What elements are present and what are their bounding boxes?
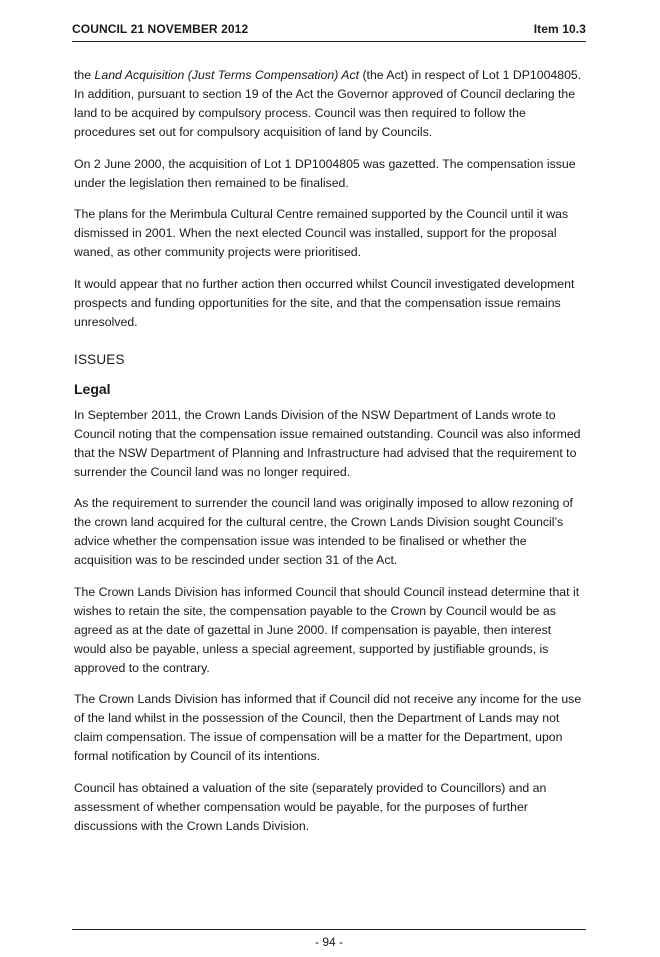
document-body (74, 66, 586, 848)
issues-heading: ISSUES (74, 351, 125, 367)
paragraph-unresolved: It would appear that no further action then occurred whilst Council investigated development prospects and funding opportunities for the site, and that the compensation issue remains unresolved. (74, 276, 575, 329)
legal-heading: Legal (74, 380, 111, 397)
paragraph-gazettal: On 2 June 2000, the acquisition of Lot 1 DP1004805 was gazetted. The compensation issue under the legislation then remained to be finalised. (74, 156, 576, 190)
paragraph-act-reference (74, 66, 586, 142)
header-divider (72, 41, 586, 42)
page-number: - 94 - (314, 935, 343, 949)
paragraph-text: the (74, 68, 95, 82)
page-header (72, 22, 586, 36)
paragraph-compensation-terms: The Crown Lands Division has informed Council that should Council instead determine that it wishes to retain the site, the compensation payable to the Crown by Council would be as agreed as at the date of gazettal in June 2000. If compensation is payable, then interest would also be payable, unless a special agreement, supported by justifiable grounds, is approved to the contrary. (74, 584, 580, 675)
item-number: Item 10.3 (533, 22, 586, 36)
paragraph-cultural-centre: The plans for the Merimbula Cultural Centre remained supported by the Council until it was dismissed in 2001. When the next elected Council was installed, support for the proposal waned, as other community projects were prioritised. (74, 207, 569, 259)
paragraph-surrender-requirement: As the requirement to surrender the council land was originally imposed to allow rezoning of the crown land acquired for the cultural centre, the Crown Lands Division sought Council’s advice whether the compensation issue was intended to be finalised or whether the acquisition was to be rescinded under section 31 of the Act. (74, 496, 573, 567)
paragraph-crown-lands-letter: In September 2011, the Crown Lands Division of the NSW Department of Lands wrote to Council noting that the compensation issue remained outstanding. Council was also informed that the NSW Department of Planning and Infrastructure had advised that the requirement to surrender the Council land was no longer required. (74, 407, 581, 479)
act-title: Land Acquisition (Just Terms Compensation) Act (94, 68, 360, 82)
footer-divider (72, 929, 586, 930)
meeting-title: COUNCIL 21 NOVEMBER 2012 (72, 22, 249, 36)
paragraph-valuation: Council has obtained a valuation of the site (separately provided to Councillors) and an assessment of whether compensation would be payable, for the purposes of further discussions with the Crown Lands Division. (74, 780, 547, 833)
paragraph-text: (the Act) in respect of Lot 1 DP1004805. In addition, pursuant to section 19 of the Act the Governor approved of Council declaring the land to be acquired by compulsory process. Council was then required to follow the procedures set out for compulsory acquisition of land by Councils. (74, 68, 582, 139)
paragraph-income-condition: The Crown Lands Division has informed that if Council did not receive any income for the use of the land whilst in the possession of the Council, then the Department of Lands may not claim compensation. The issue of compensation will be a matter for the Department, upon formal notification by Council of its intentions. (74, 692, 582, 763)
